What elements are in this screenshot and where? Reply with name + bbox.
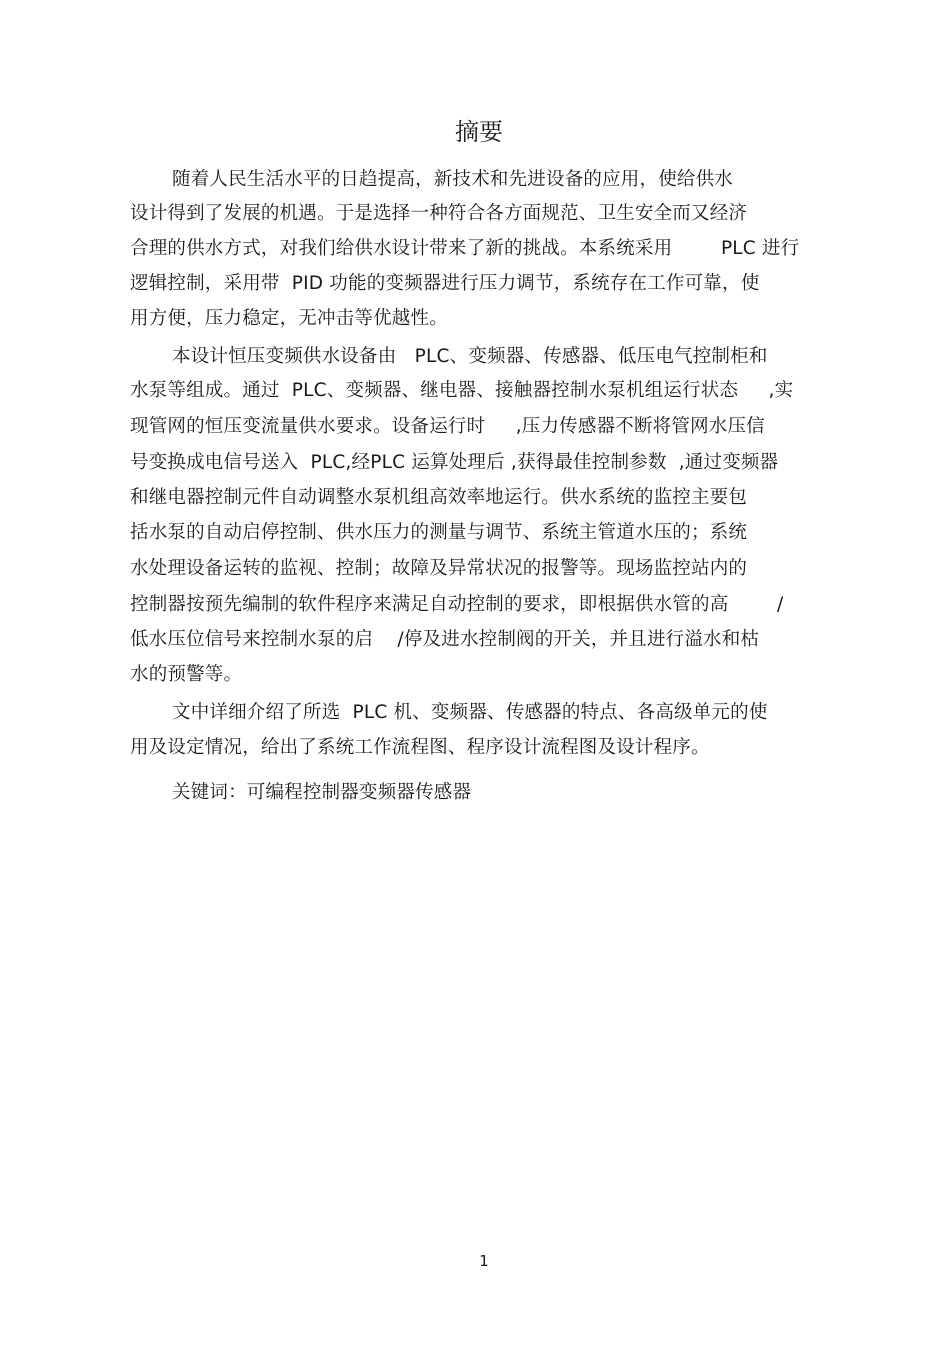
text-line: 水泵等组成。通过 PLC、变频器、继电器、接触器控制水泵机组运行状态 ,实 (130, 380, 794, 401)
abstract-title: 摘要 (455, 118, 503, 146)
text-line: 文中详细介绍了所选 PLC 机、变频器、传感器的特点、各高级单元的使 (172, 702, 768, 723)
text-line: 合理的供水方式，对我们给供水设计带来了新的挑战。本系统采用 PLC 进行 (130, 238, 800, 259)
text-line: 现管网的恒压变流量供水要求。设备运行时 ,压力传感器不断将管网水压信 (130, 416, 765, 437)
text-line: 水的预警等。 (130, 664, 243, 685)
text-line: 逻辑控制，采用带 PID 功能的变频器进行压力调节，系统存在工作可靠，使 (130, 273, 760, 294)
text-line: 控制器按预先编制的软件程序来满足自动控制的要求，即根据供水管的高 / (130, 594, 784, 615)
text-line: 低水压位信号来控制水泵的启 /停及进水控制阀的开关，并且进行溢水和枯 (130, 629, 760, 650)
text-line: 括水泵的自动启停控制、供水压力的测量与调节、系统主管道水压的；系统 (130, 522, 748, 543)
text-line: 设计得到了发展的机遇。于是选择一种符合各方面规范、卫生安全而又经济 (130, 203, 748, 224)
text-line: 用及设定情况，给出了系统工作流程图、程序设计流程图及设计程序。 (130, 737, 710, 758)
text-line: 随着人民生活水平的日趋提高，新技术和先进设备的应用，使给供水 (172, 169, 734, 190)
text-line: 水处理设备运转的监视、控制；故障及异常状况的报警等。现场监控站内的 (130, 558, 748, 579)
text-line: 本设计恒压变频供水设备由 PLC、变频器、传感器、低压电气控制柜和 (172, 346, 768, 367)
text-line: 号变换成电信号送入 PLC,经PLC 运算处理后 ,获得最佳控制参数 ,通过变频器 (130, 452, 779, 473)
keywords: 关键词：可编程控制器变频器传感器 (172, 782, 472, 803)
text-line: 用方便，压力稳定，无冲击等优越性。 (130, 308, 448, 329)
text-line: 和继电器控制元件自动调整水泵机组高效率地运行。供水系统的监控主要包 (130, 487, 748, 508)
page-number: 1 (479, 1252, 489, 1270)
